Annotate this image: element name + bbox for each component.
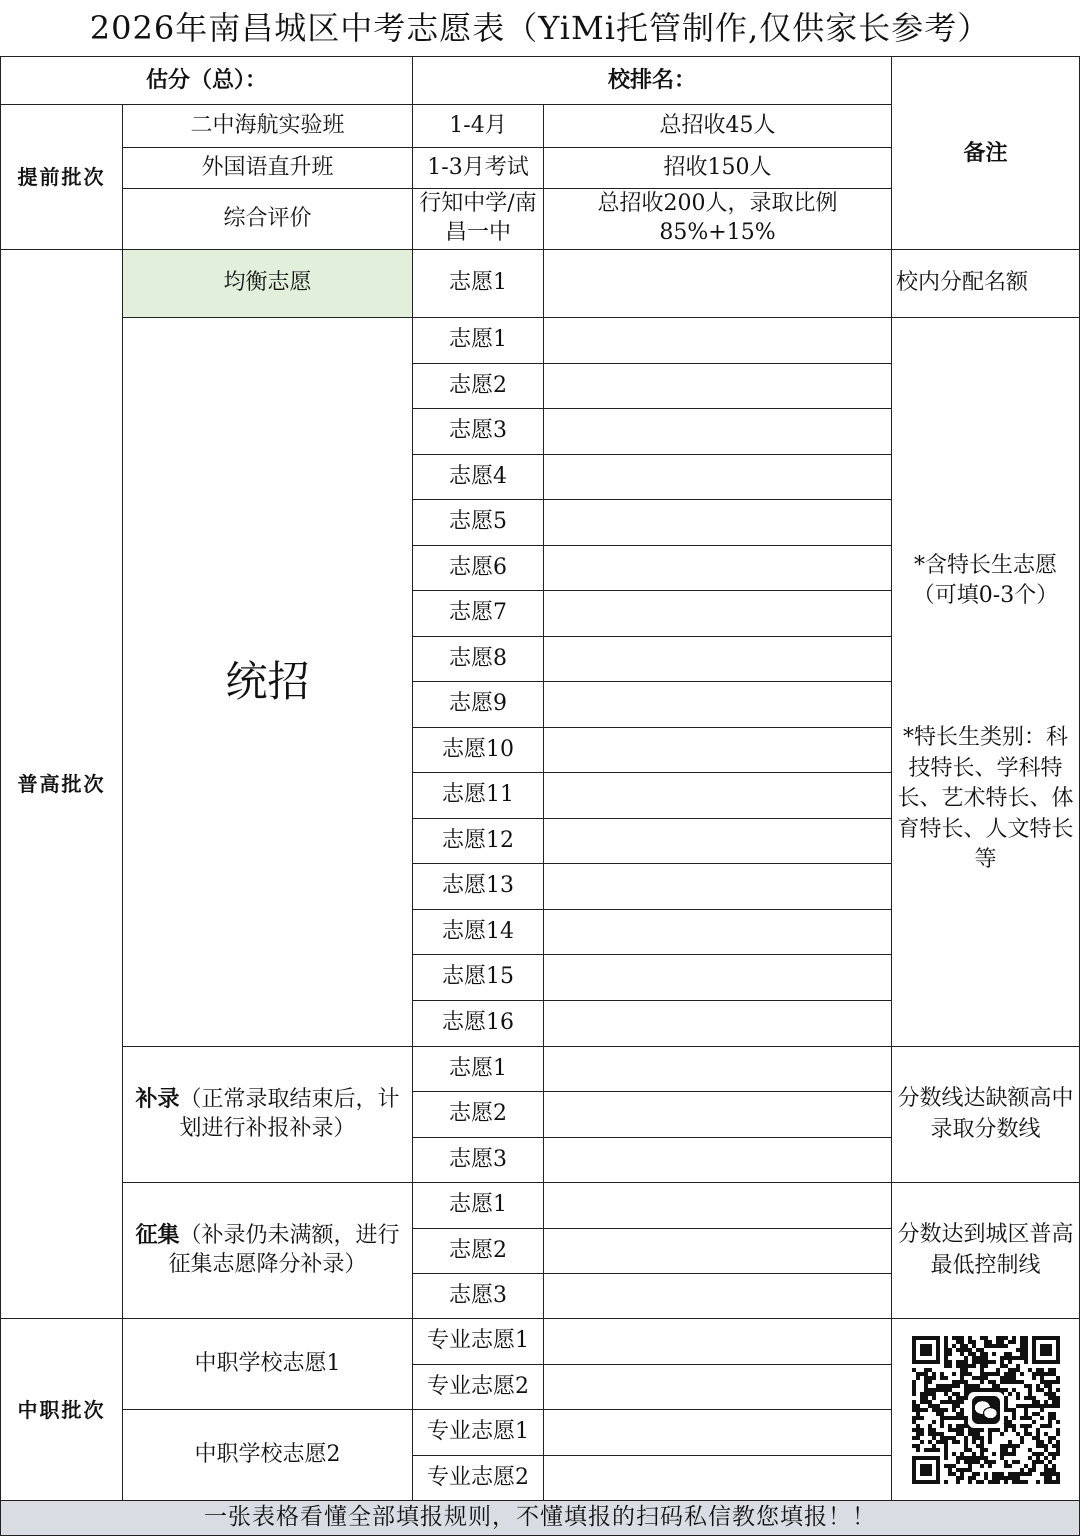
choice-label: 志愿1	[412, 317, 544, 364]
choice-input[interactable]	[543, 1228, 892, 1274]
choice-input[interactable]	[543, 1455, 892, 1501]
supplement-title: 补录	[135, 1086, 180, 1113]
choice-input[interactable]	[543, 317, 892, 364]
early-name-1: 二中海航实验班	[122, 104, 413, 148]
choice-input[interactable]	[543, 1182, 892, 1229]
choice-input[interactable]	[543, 818, 892, 864]
choice-label: 志愿3	[412, 1273, 544, 1319]
balanced-slot: 志愿1	[412, 249, 544, 318]
unified-label: 统招	[122, 317, 413, 1047]
collect-note: 分数达到城区普高最低控制线	[891, 1182, 1080, 1319]
choice-label: 志愿13	[412, 863, 544, 910]
choice-input[interactable]	[543, 909, 892, 955]
choice-input[interactable]	[543, 863, 892, 910]
early-time-2: 1-3月考试	[412, 147, 544, 189]
choice-input[interactable]	[543, 772, 892, 819]
choice-input[interactable]	[543, 954, 892, 1001]
footer-banner: 一张表格看懂全部填报规则，不懂填报的扫码私信教您填报！！	[0, 1500, 1080, 1536]
supplement-desc: （正常录取结束后，计划进行补报补录）	[179, 1087, 400, 1141]
collect-desc: （补录仍未满额，进行征集志愿降分补录）	[168, 1223, 400, 1277]
choice-input[interactable]	[543, 1091, 892, 1138]
unified-notes	[891, 317, 1080, 1047]
choice-label: 专业志愿2	[412, 1455, 544, 1501]
supplement-label	[122, 1046, 413, 1183]
choice-input[interactable]	[543, 681, 892, 728]
page-title: 2026年南昌城区中考志愿表（YiMi托管制作,仅供家长参考）	[89, 9, 991, 47]
choice-label: 志愿3	[412, 408, 544, 455]
specialty-types-note: *特长生类别：科技特长、学科特长、艺术特长、体育特长、人文特长等	[897, 725, 1074, 872]
choice-input[interactable]	[543, 1046, 892, 1092]
balanced-note: 校内分配名额	[891, 249, 1080, 318]
choice-input[interactable]	[543, 590, 892, 637]
collect-title: 征集	[135, 1222, 180, 1249]
choice-label: 专业志愿1	[412, 1409, 544, 1456]
choice-label: 专业志愿1	[412, 1318, 544, 1365]
batch-general: 普高批次	[0, 249, 123, 1319]
choice-label: 志愿8	[412, 636, 544, 682]
choice-input[interactable]	[543, 454, 892, 500]
choice-label: 志愿11	[412, 772, 544, 819]
choice-label: 志愿2	[412, 1091, 544, 1138]
early-name-2: 外国语直升班	[122, 147, 413, 189]
early-info-1: 总招收45人	[543, 104, 892, 148]
balanced-input[interactable]	[543, 249, 892, 318]
supplement-note: 分数线达缺额高中录取分数线	[891, 1046, 1080, 1183]
choice-input[interactable]	[543, 727, 892, 773]
choice-label: 志愿2	[412, 363, 544, 409]
early-name-3: 综合评价	[122, 188, 413, 250]
choice-input[interactable]	[543, 1273, 892, 1319]
score-label: 估分（总）：	[0, 56, 413, 105]
balanced-label: 均衡志愿	[122, 249, 413, 318]
choice-input[interactable]	[543, 1137, 892, 1183]
choice-label: 专业志愿2	[412, 1364, 544, 1410]
choice-label: 志愿16	[412, 1000, 544, 1047]
batch-early: 提前批次	[0, 104, 123, 250]
choice-label: 志愿4	[412, 454, 544, 500]
qr-cell	[891, 1318, 1080, 1501]
choice-label: 志愿14	[412, 909, 544, 955]
choice-label: 志愿12	[412, 818, 544, 864]
early-time-1: 1-4月	[412, 104, 544, 148]
choice-input[interactable]	[543, 636, 892, 682]
choice-label: 志愿2	[412, 1228, 544, 1274]
choice-label: 志愿1	[412, 1046, 544, 1092]
choice-label: 志愿7	[412, 590, 544, 637]
choice-input[interactable]	[543, 1364, 892, 1410]
choice-input[interactable]	[543, 363, 892, 409]
choice-label: 志愿10	[412, 727, 544, 773]
choice-label: 志愿6	[412, 545, 544, 591]
choice-label: 志愿1	[412, 1182, 544, 1229]
vocational-school-1: 中职学校志愿1	[122, 1318, 413, 1410]
notes-header: 备注	[891, 56, 1080, 250]
wechat-qr-code-icon	[912, 1336, 1060, 1484]
collect-label	[122, 1182, 413, 1319]
early-time-3: 行知中学/南昌一中	[412, 188, 544, 250]
early-info-3: 总招收200人，录取比例85%+15%	[543, 188, 892, 250]
choice-input[interactable]	[543, 1409, 892, 1456]
specialty-note: *含特长生志愿（可填0-3个）	[912, 552, 1059, 609]
choice-label: 志愿3	[412, 1137, 544, 1183]
early-info-2: 招收150人	[543, 147, 892, 189]
choice-input[interactable]	[543, 1318, 892, 1365]
choice-input[interactable]	[543, 499, 892, 546]
choice-input[interactable]	[543, 408, 892, 455]
vocational-school-2: 中职学校志愿2	[122, 1409, 413, 1501]
choice-input[interactable]	[543, 545, 892, 591]
batch-vocational: 中职批次	[0, 1318, 123, 1501]
choice-label: 志愿9	[412, 681, 544, 728]
choice-label: 志愿15	[412, 954, 544, 1001]
rank-label: 校排名：	[412, 56, 892, 105]
choice-input[interactable]	[543, 1000, 892, 1047]
choice-label: 志愿5	[412, 499, 544, 546]
